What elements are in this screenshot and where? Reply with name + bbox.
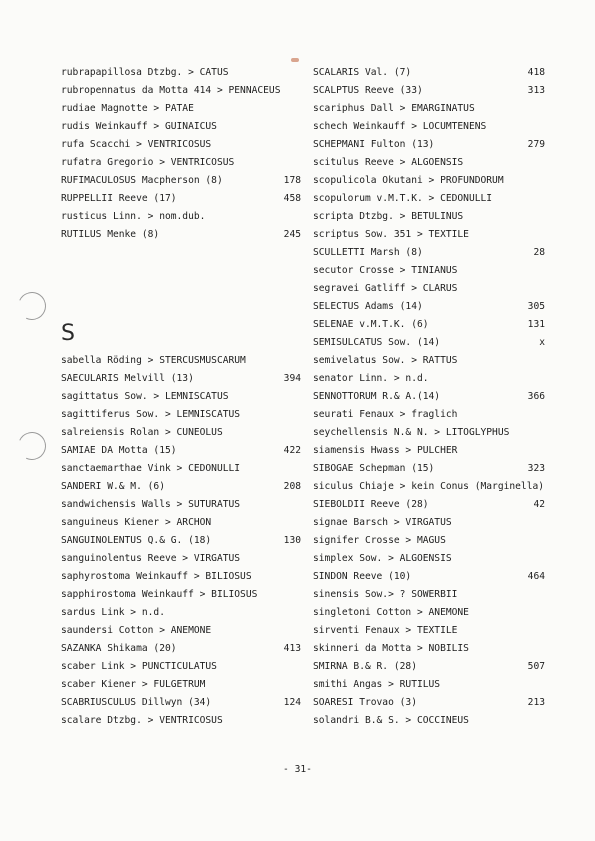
entry-list-s [61, 352, 301, 730]
entry-text: seychellensis N.& N. > LITOGLYPHUS [313, 427, 510, 438]
index-entry [61, 460, 301, 478]
entry-page-number: 213 [527, 697, 545, 708]
entry-text: scaber Link > PUNCTICULATUS [61, 661, 217, 672]
entry-text: SINDON Reeve (10) [313, 571, 412, 582]
index-entry [61, 172, 301, 190]
punch-hole [14, 428, 50, 464]
index-entry [313, 154, 545, 172]
entry-text: singletoni Cotton > ANEMONE [313, 607, 469, 618]
entry-page-number: x [539, 337, 545, 348]
index-entry [313, 298, 545, 316]
index-entry [313, 604, 545, 622]
section-letter: S [61, 321, 75, 346]
entry-list-s-continued [313, 64, 545, 730]
entry-text: sirventi Fenaux > TEXTILE [313, 625, 458, 636]
entry-text: scariphus Dall > EMARGINATUS [313, 103, 475, 114]
entry-text: sandwichensis Walls > SUTURATUS [61, 499, 241, 510]
index-entry [61, 136, 301, 154]
entry-text: RUFIMACULOSUS Macpherson (8) [61, 175, 223, 186]
entry-text: scalare Dtzbg. > VENTRICOSUS [61, 715, 223, 726]
index-entry [313, 694, 545, 712]
index-entry [61, 190, 301, 208]
entry-text: SELENAE v.M.T.K. (6) [313, 319, 429, 330]
index-entry [61, 550, 301, 568]
entry-text: saphyrostoma Weinkauff > BILIOSUS [61, 571, 252, 582]
entry-text: sanctaemarthae Vink > CEDONULLI [61, 463, 241, 474]
entry-text: scopulicola Okutani > PROFUNDORUM [313, 175, 504, 186]
index-entry [313, 280, 545, 298]
index-entry [313, 172, 545, 190]
index-entry [313, 676, 545, 694]
entry-text: SENNOTTORUM R.& A.(14) [313, 391, 441, 402]
entry-text: SELECTUS Adams (14) [313, 301, 423, 312]
entry-text: sabella Röding > STERCUSMUSCARUM [61, 355, 246, 366]
entry-text: schech Weinkauff > LOCUMTENENS [313, 121, 487, 132]
index-entry [61, 154, 301, 172]
index-entry [313, 622, 545, 640]
entry-text: signifer Crosse > MAGUS [313, 535, 446, 546]
index-entry [313, 136, 545, 154]
entry-text: rubropennatus da Motta 414 > PENNACEUS [61, 85, 281, 96]
entry-text: SAZANKA Shikama (20) [61, 643, 177, 654]
left-column [61, 64, 301, 730]
index-entry [313, 262, 545, 280]
entry-page-number: 422 [283, 445, 301, 456]
entry-text: signae Barsch > VIRGATUS [313, 517, 452, 528]
entry-text: simplex Sow. > ALGOENSIS [313, 553, 452, 564]
index-entry [313, 208, 545, 226]
entry-text: scopulorum v.M.T.K. > CEDONULLI [313, 193, 493, 204]
index-entry [61, 406, 301, 424]
index-entry [61, 64, 301, 82]
entry-text: rubrapapillosa Dtzbg. > CATUS [61, 67, 229, 78]
entry-text: segravei Gatliff > CLARUS [313, 283, 458, 294]
entry-page-number: 323 [527, 463, 545, 474]
entry-page-number: 279 [527, 139, 545, 150]
index-entry [313, 568, 545, 586]
entry-text: SOARESI Trovao (3) [313, 697, 417, 708]
index-entry [61, 658, 301, 676]
index-entry [61, 82, 301, 100]
entry-page-number: 42 [533, 499, 545, 510]
entry-page-number: 245 [283, 229, 301, 240]
entry-page-number: 28 [533, 247, 545, 258]
index-entry [61, 604, 301, 622]
index-entry [61, 478, 301, 496]
entry-page-number: 124 [283, 697, 301, 708]
entry-text: scaber Kiener > FULGETRUM [61, 679, 206, 690]
punch-hole [14, 288, 50, 324]
index-entry [313, 658, 545, 676]
entry-text: SMIRNA B.& R. (28) [313, 661, 417, 672]
index-entry [313, 514, 545, 532]
entry-text: sagittiferus Sow. > LEMNISCATUS [61, 409, 241, 420]
index-entry [61, 442, 301, 460]
index-entry [61, 532, 301, 550]
entry-text: SIBOGAE Schepman (15) [313, 463, 435, 474]
entry-text: sardus Link > n.d. [61, 607, 165, 618]
entry-text: saundersi Cotton > ANEMONE [61, 625, 212, 636]
index-entry [61, 118, 301, 136]
index-entry [61, 496, 301, 514]
index-entry [313, 244, 545, 262]
entry-text: RUTILUS Menke (8) [61, 229, 160, 240]
entry-text: sanguinolentus Reeve > VIRGATUS [61, 553, 241, 564]
index-entry [61, 352, 301, 370]
index-entry [313, 478, 545, 496]
index-entry [313, 460, 545, 478]
index-entry [313, 712, 545, 730]
index-entry [61, 568, 301, 586]
entry-page-number: 208 [283, 481, 301, 492]
entry-text: semivelatus Sow. > RATTUS [313, 355, 458, 366]
index-entry [61, 676, 301, 694]
entry-page-number: 507 [527, 661, 545, 672]
paper-mark [291, 58, 299, 62]
entry-text: salreiensis Rolan > CUNEOLUS [61, 427, 223, 438]
index-entry [313, 388, 545, 406]
index-entry [313, 64, 545, 82]
index-entry [61, 586, 301, 604]
entry-text: SCALPTUS Reeve (33) [313, 85, 423, 96]
index-entry [61, 640, 301, 658]
entry-text: SCABRIUSCULUS Dillwyn (34) [61, 697, 212, 708]
index-entry [313, 82, 545, 100]
entry-text: scriptus Sow. 351 > TEXTILE [313, 229, 469, 240]
index-entry [313, 334, 545, 352]
index-entry [313, 586, 545, 604]
index-entry [313, 550, 545, 568]
entry-text: seurati Fenaux > fraglich [313, 409, 458, 420]
index-entry [61, 370, 301, 388]
entry-text: SEMISULCATUS Sow. (14) [313, 337, 441, 348]
entry-page-number: 313 [527, 85, 545, 96]
index-entry [61, 388, 301, 406]
page-number: - 31- [283, 764, 312, 775]
entry-page-number: 131 [527, 319, 545, 330]
entry-text: SCULLETTI Marsh (8) [313, 247, 423, 258]
entry-text: scitulus Reeve > ALGOENSIS [313, 157, 464, 168]
index-entry [313, 424, 545, 442]
index-entry [313, 118, 545, 136]
index-entry [61, 694, 301, 712]
index-entry [61, 100, 301, 118]
entry-list-r [61, 64, 301, 244]
entry-text: siculus Chiaje > kein Conus (Marginella) [313, 481, 545, 492]
entry-text: sagittatus Sow. > LEMNISCATUS [61, 391, 229, 402]
index-entry [313, 352, 545, 370]
index-entry [313, 190, 545, 208]
entry-page-number: 305 [527, 301, 545, 312]
index-entry [61, 712, 301, 730]
entry-page-number: 366 [527, 391, 545, 402]
entry-text: solandri B.& S. > COCCINEUS [313, 715, 469, 726]
index-entry [313, 406, 545, 424]
entry-text: SAECULARIS Melvill (13) [61, 373, 194, 384]
index-entry [313, 316, 545, 334]
entry-text: SANDERI W.& M. (6) [61, 481, 165, 492]
right-column [313, 64, 545, 730]
entry-text: smithi Angas > RUTILUS [313, 679, 441, 690]
entry-text: sapphirostoma Weinkauff > BILIOSUS [61, 589, 258, 600]
entry-page-number: 394 [283, 373, 301, 384]
entry-text: SCALARIS Val. (7) [313, 67, 412, 78]
index-entry [313, 442, 545, 460]
index-entry [313, 370, 545, 388]
index-entry [313, 640, 545, 658]
section-gap [61, 244, 301, 316]
entry-text: rudis Weinkauff > GUINAICUS [61, 121, 217, 132]
entry-page-number: 178 [283, 175, 301, 186]
index-entry [313, 226, 545, 244]
entry-page-number: 464 [527, 571, 545, 582]
entry-text: rudiae Magnotte > PATAE [61, 103, 194, 114]
entry-text: SANGUINOLENTUS Q.& G. (18) [61, 535, 212, 546]
entry-text: scripta Dtzbg. > BETULINUS [313, 211, 464, 222]
entry-text: rusticus Linn. > nom.dub. [61, 211, 206, 222]
entry-text: RUPPELLII Reeve (17) [61, 193, 177, 204]
entry-text: rufatra Gregorio > VENTRICOSUS [61, 157, 235, 168]
index-entry [313, 532, 545, 550]
index-entry [61, 424, 301, 442]
entry-text: senator Linn. > n.d. [313, 373, 429, 384]
entry-text: skinneri da Motta > NOBILIS [313, 643, 469, 654]
entry-text: SAMIAE DA Motta (15) [61, 445, 177, 456]
entry-text: secutor Crosse > TINIANUS [313, 265, 458, 276]
entry-page-number: 458 [283, 193, 301, 204]
index-entry [61, 208, 301, 226]
index-entry [61, 514, 301, 532]
entry-text: sanguineus Kiener > ARCHON [61, 517, 212, 528]
entry-page-number: 418 [527, 67, 545, 78]
index-entry [313, 100, 545, 118]
index-entry [313, 496, 545, 514]
entry-text: SIEBOLDII Reeve (28) [313, 499, 429, 510]
entry-text: SCHEPMANI Fulton (13) [313, 139, 435, 150]
index-entry [61, 226, 301, 244]
entry-text: siamensis Hwass > PULCHER [313, 445, 458, 456]
index-entry [61, 622, 301, 640]
entry-page-number: 413 [283, 643, 301, 654]
entry-text: sinensis Sow.> ? SOWERBII [313, 589, 458, 600]
entry-text: rufa Scacchi > VENTRICOSUS [61, 139, 212, 150]
entry-page-number: 130 [283, 535, 301, 546]
